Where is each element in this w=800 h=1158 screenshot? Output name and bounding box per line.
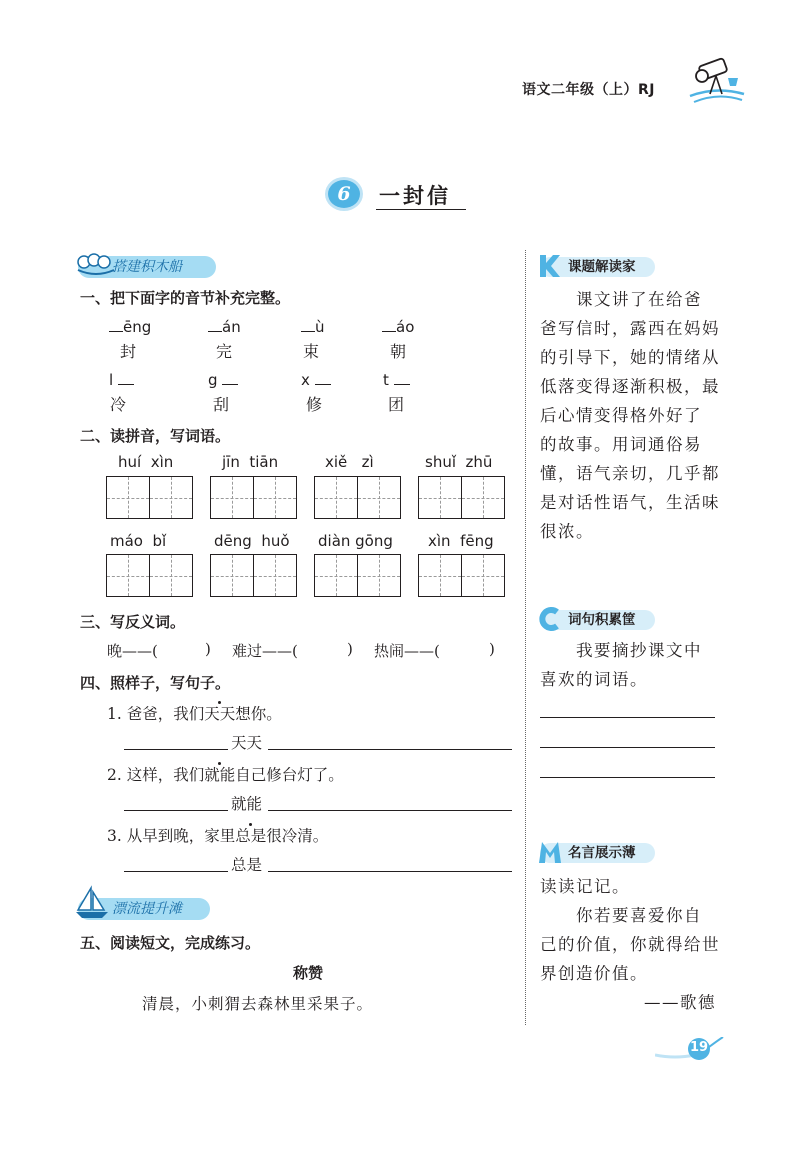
writing-grid[interactable] (418, 476, 505, 519)
antonym-1-label: 晚——( (107, 642, 158, 660)
antonym-2-label: 难过——( (232, 642, 298, 660)
q1-py-4: áo (382, 318, 414, 336)
banner-2-label: 漂流提升滩 (112, 901, 182, 917)
q4-sentence-2: 2. 这样，我们就能自己修台灯了。 (107, 766, 344, 784)
q1-py-7: x (301, 371, 331, 389)
page-number: 19 (689, 1040, 709, 1055)
q4-heading: 四、照样子，写句子。 (80, 674, 231, 692)
antonym-3-close: ) (489, 640, 495, 658)
side-1-text: 课文讲了在给爸 爸写信时，露西在妈妈 的引导下，她的情绪从 低落变得逐渐积极，最 后心情变得格外好了 的故事。用词通俗易 懂，语气亲切，几乎都 是对话性语气，生活味 很浓。 (540, 290, 720, 541)
q4-sentence-3: 3. 从早到晚，家里总是很冷清。 (107, 827, 329, 845)
letter-k-icon (537, 253, 561, 283)
q1-ch-3: 束 (303, 342, 320, 361)
writing-grid[interactable] (418, 554, 505, 597)
letter-c-icon (537, 606, 561, 636)
telescope-icon (686, 56, 746, 110)
q1-ch-5: 冷 (110, 395, 127, 414)
answer-line[interactable] (540, 747, 715, 748)
story-title: 称赞 (293, 964, 324, 982)
q1-py-1: ēng (109, 318, 151, 336)
q1-heading: 一、把下面字的音节补充完整。 (80, 289, 291, 307)
q1-ch-4: 朝 (390, 342, 407, 361)
q2-py-5: máo bǐ (110, 532, 167, 550)
column-divider (525, 250, 526, 1025)
q1-py-2: án (208, 318, 241, 336)
answer-line[interactable] (268, 810, 512, 811)
sailboat-icon (74, 884, 110, 924)
q2-py-8: xìn fēng (428, 532, 494, 550)
q2-py-3: xiě zì (325, 453, 374, 471)
antonym-1-close: ) (205, 640, 211, 658)
letter-m-icon (537, 839, 563, 869)
answer-line[interactable] (540, 777, 715, 778)
q2-py-7: diàn gōng (318, 532, 393, 550)
q2-py-6: dēng huǒ (214, 532, 290, 550)
blocks-icon (76, 250, 116, 282)
q4-sentence-1: 1. 爸爸，我们天天想你。 (107, 705, 282, 723)
q2-py-4: shuǐ zhū (425, 453, 493, 471)
story-text: 清晨，小刺猬去森林里采果子。 (142, 995, 374, 1013)
q3-heading: 三、写反义词。 (80, 613, 186, 631)
q1-ch-7: 修 (306, 395, 323, 414)
writing-grid[interactable] (106, 554, 193, 597)
antonym-3-label: 热闹——( (374, 642, 440, 660)
q1-ch-1: 封 (120, 342, 137, 361)
writing-grid[interactable] (314, 554, 401, 597)
q2-py-2: jīn tiān (222, 453, 279, 471)
quote-author: ——歌德 (644, 993, 716, 1012)
q4-fill-1: 天天 (231, 734, 263, 752)
q2-heading: 二、读拼音，写词语。 (80, 427, 231, 445)
q2-py-1: huí xìn (118, 453, 174, 471)
banner-1-label: 搭建积木船 (112, 259, 182, 275)
writing-grid[interactable] (106, 476, 193, 519)
q5-heading: 五、阅读短文，完成练习。 (80, 934, 261, 952)
answer-line[interactable] (124, 749, 228, 750)
title-underline (376, 209, 466, 210)
writing-grid[interactable] (314, 476, 401, 519)
answer-line[interactable] (268, 749, 512, 750)
q4-fill-3: 总是 (231, 856, 263, 874)
q1-py-6: g (208, 371, 238, 389)
side-banner-1-label: 课题解读家 (568, 259, 636, 275)
writing-grid[interactable] (210, 476, 297, 519)
answer-line[interactable] (124, 871, 228, 872)
q1-py-5: l (109, 371, 134, 389)
page-number-badge (655, 1037, 725, 1061)
side-banner-2-label: 词句积累筐 (568, 612, 636, 628)
lesson-number-badge: 6 (328, 180, 360, 208)
antonym-2-close: ) (347, 640, 353, 658)
side-3-text: 读读记记。 你若要喜爱你自 己的价值，你就得给世 界创造价值。 (540, 877, 720, 983)
answer-line[interactable] (540, 717, 715, 718)
q1-ch-8: 团 (388, 395, 405, 414)
q1-ch-6: 刮 (213, 395, 230, 414)
answer-line[interactable] (124, 810, 228, 811)
lesson-title: 一封信 (379, 184, 451, 208)
side-banner-3-label: 名言展示薄 (568, 845, 636, 861)
writing-grid[interactable] (210, 554, 297, 597)
answer-line[interactable] (268, 871, 512, 872)
header-title: 语文二年级（上）RJ (522, 82, 655, 98)
side-2-text: 我要摘抄课文中 喜欢的词语。 (540, 641, 702, 689)
q1-py-8: t (383, 371, 410, 389)
q1-ch-2: 完 (216, 342, 233, 361)
q1-py-3: ù (301, 318, 325, 336)
q4-fill-2: 就能 (231, 795, 263, 813)
